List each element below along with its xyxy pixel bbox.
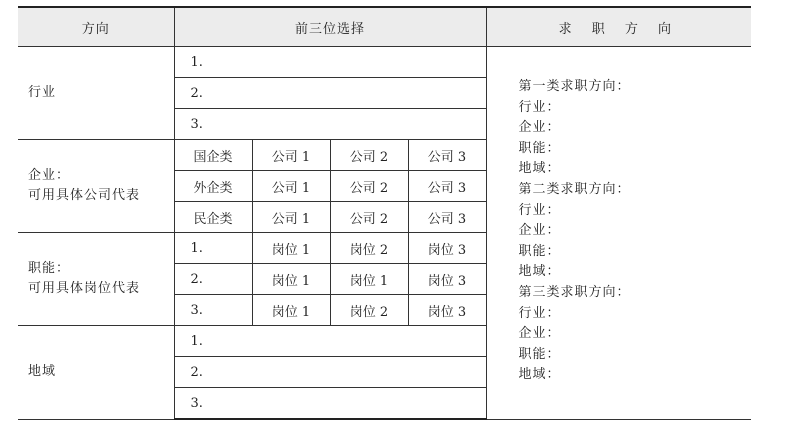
function-rank: 2. <box>174 264 252 295</box>
position-choice: 岗位 1 <box>252 233 330 264</box>
company-type: 外企类 <box>174 171 252 202</box>
company-choice: 公司 3 <box>408 171 486 202</box>
company-choice: 公司 1 <box>252 171 330 202</box>
goal-line: 行业： <box>518 202 561 218</box>
company-choice: 公司 2 <box>330 171 408 202</box>
function-label-title: 职能： <box>28 261 71 276</box>
header-row <box>18 7 751 47</box>
goal-cell <box>486 47 751 420</box>
goal-line: 行业： <box>518 305 561 321</box>
company-label <box>18 140 174 233</box>
industry-label: 行业 <box>18 47 174 140</box>
position-choice: 岗位 1 <box>252 295 330 326</box>
position-choice: 岗位 2 <box>330 233 408 264</box>
goal-line: 第三类求职方向： <box>518 284 631 300</box>
function-rank: 3. <box>174 295 252 326</box>
goal-line: 企业： <box>518 326 561 342</box>
region-choice-1: 1. <box>174 326 486 357</box>
region-label: 地域 <box>18 326 174 420</box>
function-label <box>18 233 174 326</box>
function-rank: 1. <box>174 233 252 264</box>
header-direction: 方向 <box>18 7 174 47</box>
career-direction-table <box>18 6 751 420</box>
company-choice: 公司 3 <box>408 202 486 233</box>
header-goal: 求 职 方 向 <box>486 7 751 47</box>
company-label-hint: 可用具体公司代表 <box>28 188 141 203</box>
position-choice: 岗位 1 <box>330 264 408 295</box>
goal-line: 地域： <box>518 161 561 177</box>
industry-choice-2: 2. <box>174 78 486 109</box>
company-choice: 公司 3 <box>408 140 486 171</box>
goal-line: 职能： <box>518 346 561 362</box>
position-choice: 岗位 3 <box>408 264 486 295</box>
goal-line: 职能： <box>518 243 561 259</box>
industry-choice-1: 1. <box>174 47 486 78</box>
company-choice: 公司 1 <box>252 202 330 233</box>
goal-line: 企业： <box>518 223 561 239</box>
goal-line: 地域： <box>518 264 561 280</box>
header-choices: 前三位选择 <box>174 7 486 47</box>
company-type: 民企类 <box>174 202 252 233</box>
industry-choice-3: 3. <box>174 109 486 140</box>
company-label-title: 企业： <box>28 168 71 183</box>
position-choice: 岗位 3 <box>408 233 486 264</box>
goal-line: 第一类求职方向： <box>518 79 631 94</box>
company-type: 国企类 <box>174 140 252 171</box>
goal-line: 企业： <box>518 120 561 136</box>
region-choice-2: 2. <box>174 357 486 388</box>
goal-line: 第二类求职方向： <box>518 181 631 197</box>
goal-line: 行业： <box>518 99 561 115</box>
position-choice: 岗位 1 <box>252 264 330 295</box>
region-choice-3: 3. <box>174 388 486 420</box>
position-choice: 岗位 3 <box>408 295 486 326</box>
company-choice: 公司 2 <box>330 140 408 171</box>
goal-line: 职能： <box>518 140 561 156</box>
goal-line: 地域： <box>518 367 561 383</box>
company-choice: 公司 2 <box>330 202 408 233</box>
function-label-hint: 可用具体岗位代表 <box>28 281 141 296</box>
company-choice: 公司 1 <box>252 140 330 171</box>
position-choice: 岗位 2 <box>330 295 408 326</box>
table-row <box>18 47 751 78</box>
